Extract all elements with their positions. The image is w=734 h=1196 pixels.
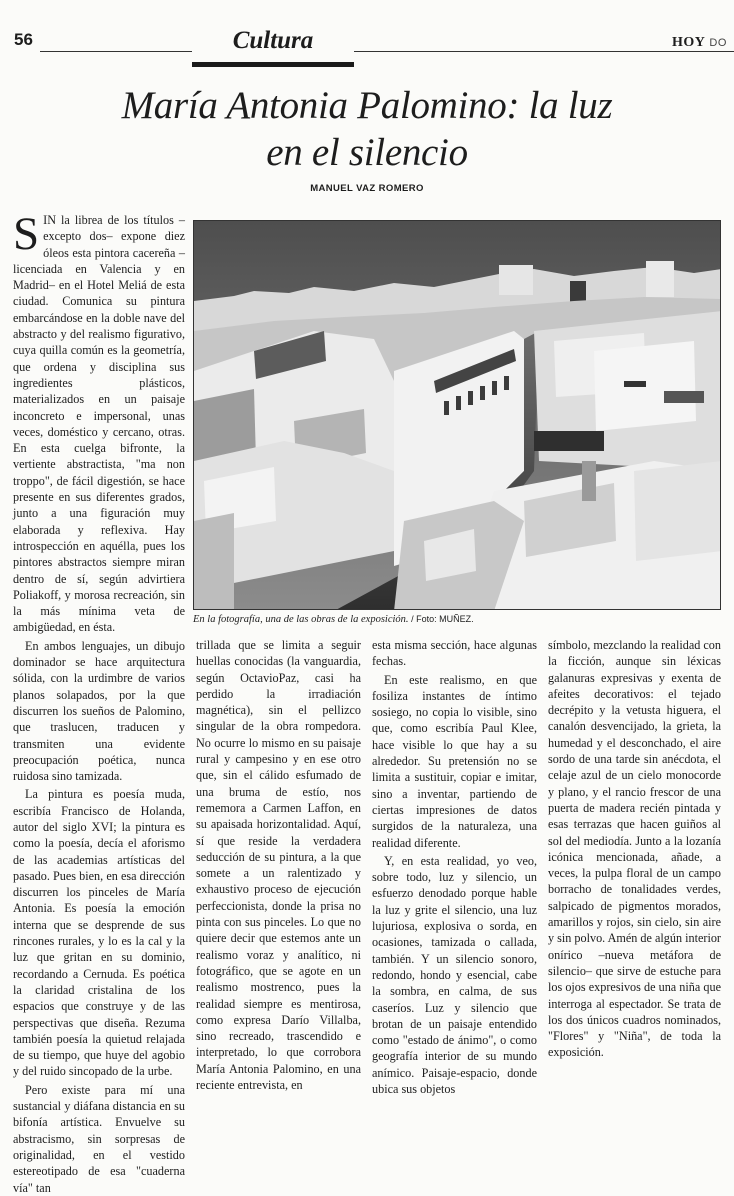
headline-line-1: María Antonia Palomino: la luz [121,84,613,127]
paragraph: La pintura es poesía muda, escribía Francisco de Holanda, autor del siglo XVI; la pintura es como la poesía, decía el aforismo de las academias artísticas del pasado. Pues bien, en esa dirección discurren los pinceles de María Antonia. Es poesía la emoción interna que se desprende de sus rincones rurales, y lo es la cal y la luz que gritan en su dominio, recordando a Cernuda. Es poética la claridad cristalina de los espacios que construye y de las perspectivas que diseña. Rezuma también poesía la quietud relajada de su tiempo, que huye del agobio y del ruido sincopado de la urbe. [13,787,185,1079]
section-title: Cultura [192,26,354,56]
article-headline [40,82,694,176]
painting-rooftops-image [194,221,721,610]
paragraph: trillada que se limita a seguir huellas conocidas (la vanguardia, según OctavioPaz, casi ha perdido la irradiación magnética), sin el pellizco singular de la obra rompedora. No ocurre lo mismo en su paisaje rural y campesino y en ese otro que, sin el cálido esfumado de una bruma de estío, nos rememora a Carmen Laffon, en su apaisada horizontalidad. Aquí, sí que reside la verdadera seducción de su pintura, a la que somete a un ralentizado y exhaustivo proceso de ejecución perfeccionista, donde la prisa no pinta con sus pinceles. Lo que no quiere decir que estemos ante un realismo voraz y analítico, ni fotográfico, que se agote en un realismo mostrenco, pues la realidad siempre es mentirosa, como expresa Darío Villalba, sino recreado, trascendido e interpretado, lo que corrobora María Antonia Palomino, en una reciente entrevista, en [196,638,361,1093]
article-column-4 [548,637,721,1061]
article-column-1 [13,208,185,1196]
caption-text: En la fotografía, una de las obras de la exposición. [193,614,409,625]
paragraph: En ambos lenguajes, un dibujo dominador se hace arquitectura sólida, con la urdimbre de varios planos solapados, por la que discurren los sueños de Palomino, que traslucen, traducen y transmiten una evidente preocupación poética, nunca ruidosa sino tamizada. [13,638,185,784]
photo-credit: / Foto: MUÑEZ. [411,614,474,624]
newspaper-brand [668,35,727,51]
paragraph: Pero existe para mí una sustancial y diáfana distancia en su bifonía artística. Envuelve su abstracismo, sin sorpresas de originalidad, en el vestido estereotipado de esa "cuaderna vía" tan [13,1082,185,1195]
artwork-photo [193,220,721,610]
paragraph: símbolo, mezclando la realidad con la ficción, aunque sin léxicas galanuras expresivas y exenta de afeites decorativos: el tejado decrépito y la vetusta higuera, el canalón desvencijado, la grieta, la humedad y el desconchado, el aire sordo de una tarde sin anécdota, el celaje azul de un cielo monocorde y plano, y el rancio frescor de una puerta de madera recién pintada y esas terrazas que hacen guiños al sol del mediodía. Junto a la lozanía icónica mencionada, añade, a veces, la pulpa floral de un campo borracho de tonalidades verdes, salpicado de pigmentos morados, amarillos y rojos, sin cielo, sin aire y sin polvo. Amén de algún interior onírico –nueva metáfora de silencio– que sirve de estuche para los ojos expresivos de una niña que interroga al espectador. Se trata de los dos únicos cuadros nominados, "Flores" y "Niña", de toda la exposición. [548,638,721,1060]
article-column-3 [372,637,537,1097]
drop-cap: S [13,208,40,260]
paragraph: Y, en esta realidad, yo veo, sobre todo, luz y silencio, un esfuerzo denodado porque hable la luz y grite el silencio, una luz lujuriosa, explosiva o sorda, en ocasiones, tamizada o callada, también. Y un silencio sonoro, redondo, hondo y esencial, cabe la sombra, en calma, de sus caseríos. Luz y silencio que brotan de un paisaje entendido como "estado de ánimo", o como geografía interior de su mundo anímico. Paisaje-espacio, donde ubica sus objetos [372,853,537,1097]
brand-tail: DO [709,37,727,49]
headline-line-2: en el silencio [266,131,468,174]
paragraph-text: IN la librea de los títulos –excepto dos– expone diez óleos esta pintora cacereña –licenciada en Valencia y en Madrid– en el Hotel Meliá de esta ciudad. Comunica su pintura embarcándose en la doble nave del abstracto y del realismo figurativo, cuya quilla común es la geometría, que ordena y disciplina sus ingredientes plásticos, materializados en un paisaje inconcreto e impersonal, unas veces, doméstico y cercano, otras. En esta cuelga bifronte, la vertiente abstractista, "ma non troppo", de fácil digestión, se hace presente en sus diferentes grados, junto a una figuración muy elaborada y reflexiva. Hay introspección en aquélla, pues los pintores abstractos siempre miran dentro de sí, según advirtiera Poliakoff, y morosa recreación, sin la más mínima veta de ambigüedad, en ésta. [13,213,185,635]
byline: MANUEL VAZ ROMERO [310,183,424,194]
paragraph: En este realismo, en que fosiliza instantes de íntimo sosiego, no copia lo visible, sino que, como escribía Paul Klee, hace visible lo que hay a su alrededor. Su pretensión no se limita a sustituir, copiar e imitar, sino a inventar, partiendo de ciertas impresiones de datos surgidos de la naturaleza, una realidad diferente. [372,672,537,850]
paragraph [13,208,185,636]
page-number: 56 [14,30,33,49]
brand-name: HOY [672,35,706,50]
photo-caption [193,614,721,625]
article-column-2 [196,637,361,1093]
paragraph: esta misma sección, hace algunas fechas. [372,638,537,669]
header-rule [40,51,734,52]
section-underline [192,62,354,67]
